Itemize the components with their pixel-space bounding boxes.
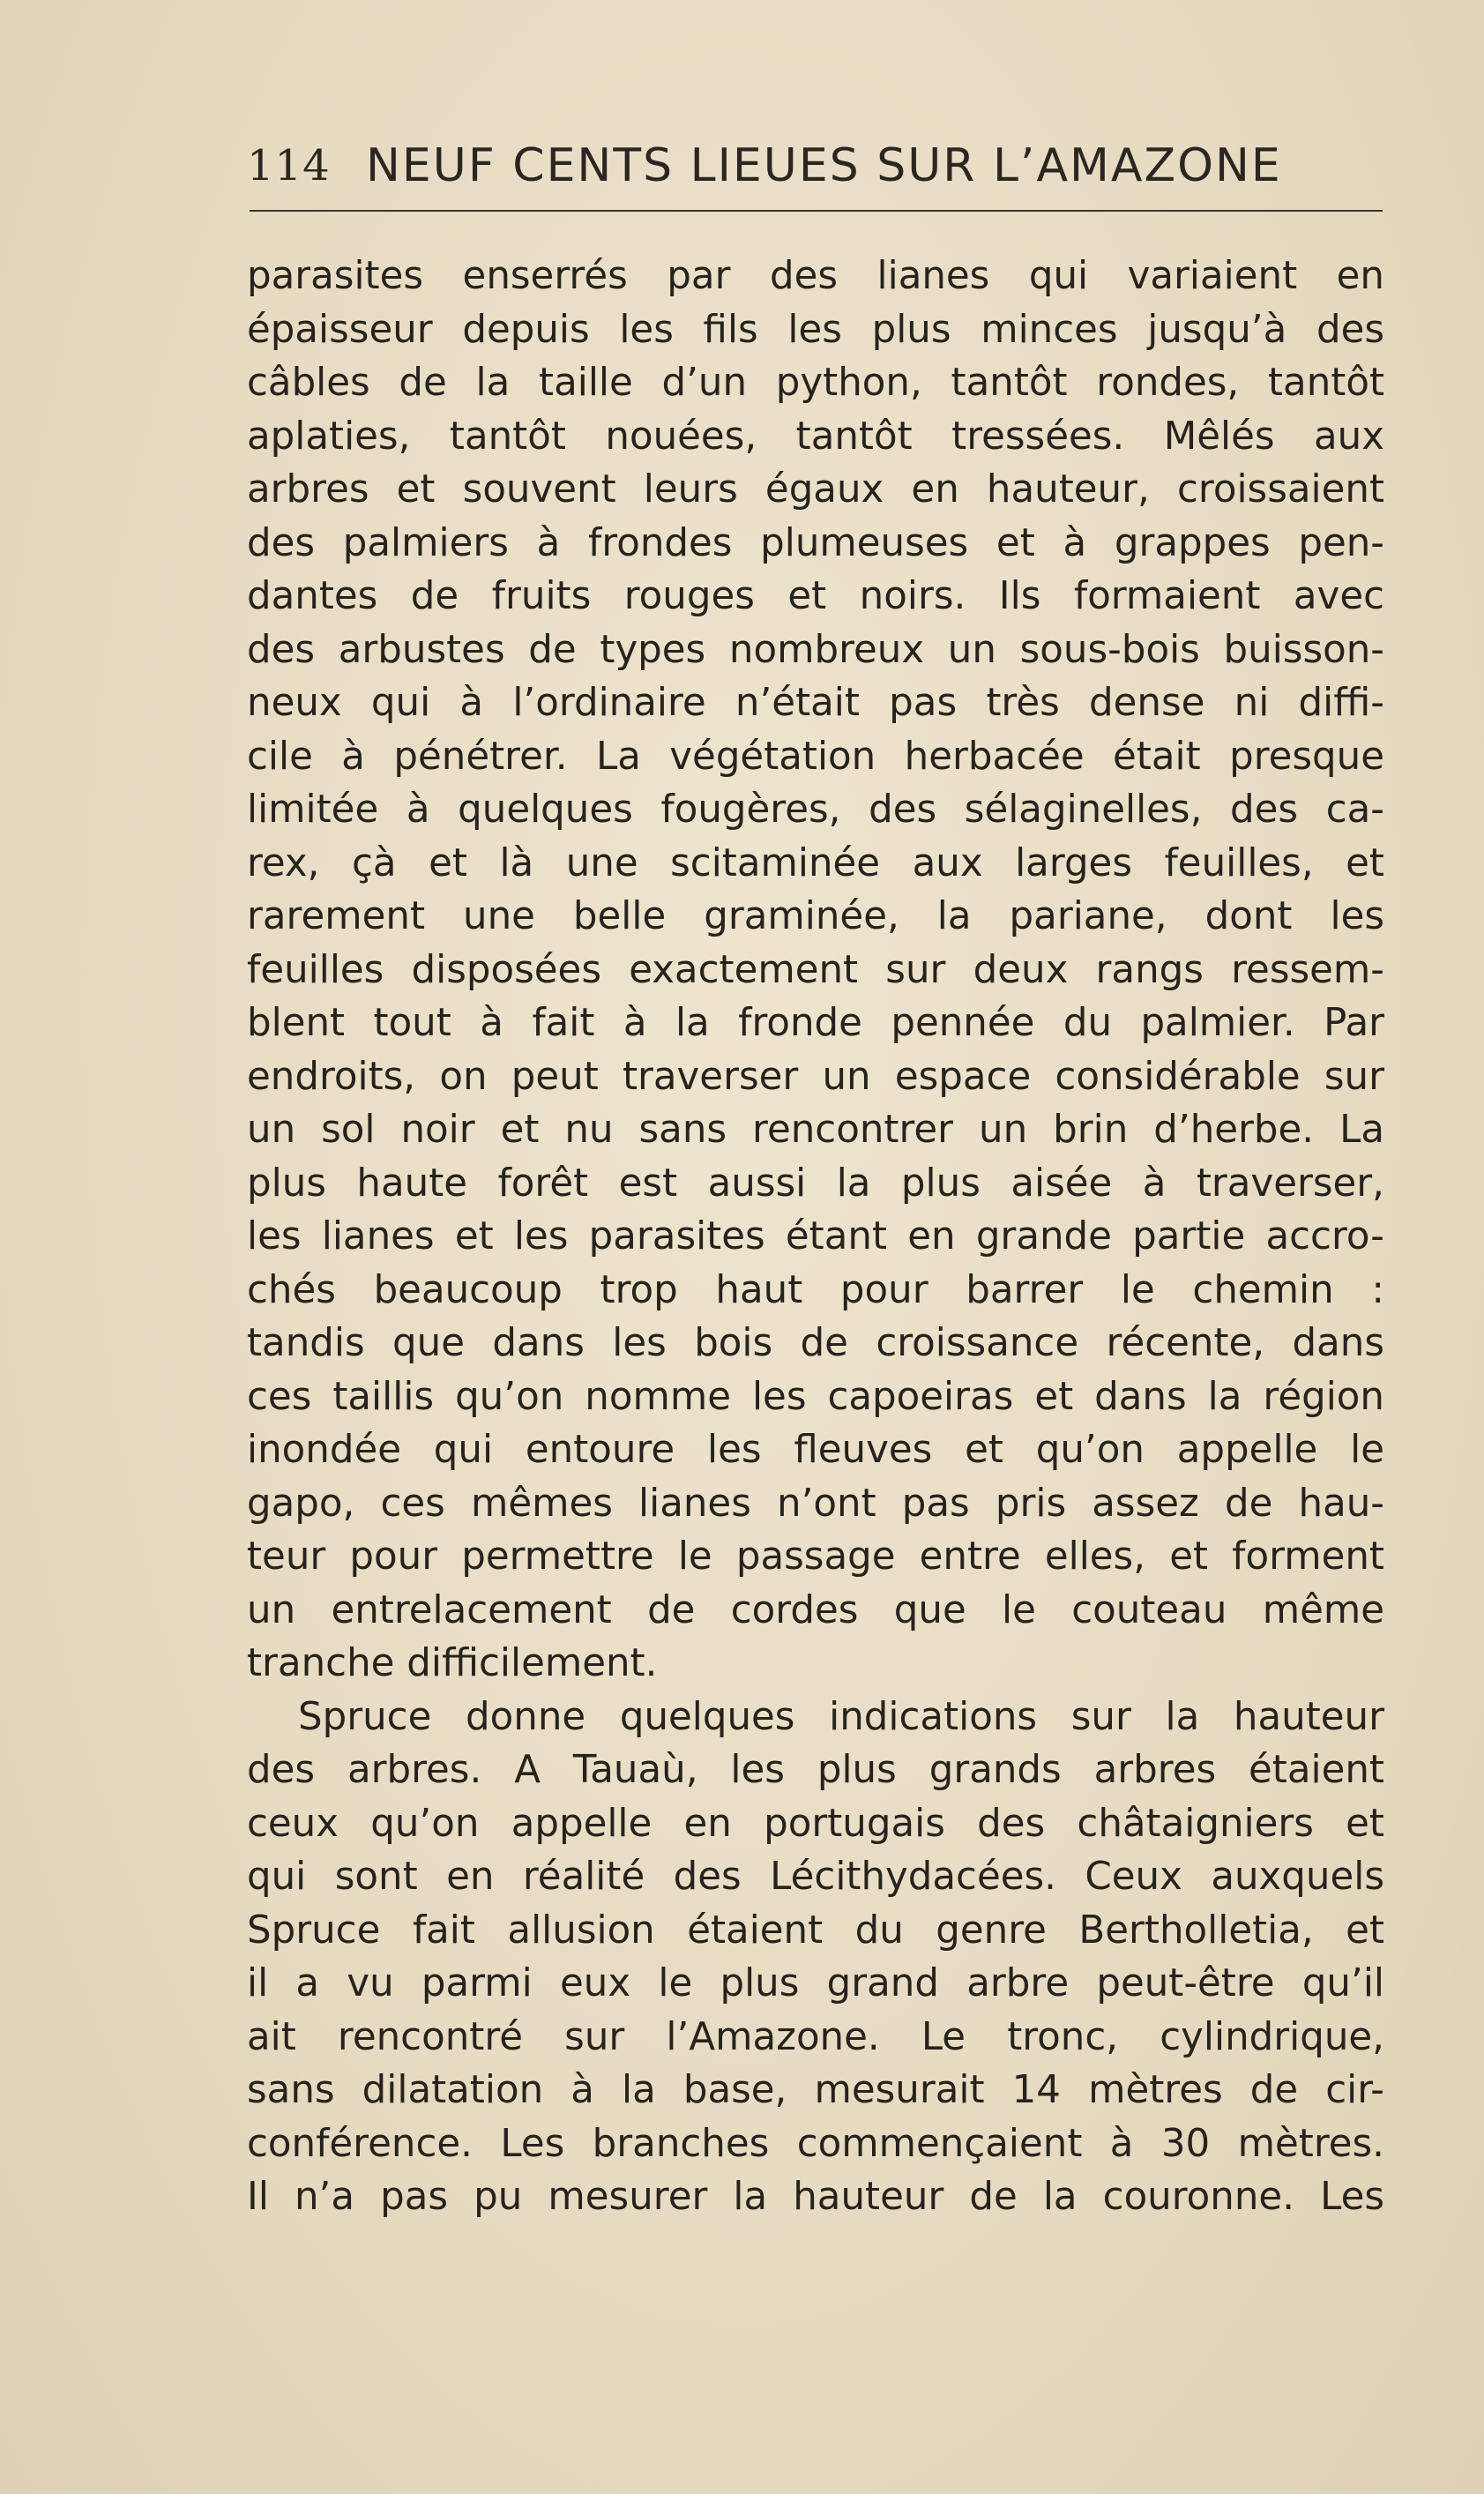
text-line: épaisseur depuis les fils les plus minces jusqu’à des	[247, 307, 1384, 352]
text-line: rex, çà et là une scitaminée aux larges feuilles, et	[247, 840, 1384, 885]
text-line: parasites enserrés par des lianes qui variaient en	[247, 254, 1384, 298]
text-line: ces taillis qu’on nomme les capoeiras et dans la région	[247, 1374, 1384, 1419]
page-header	[247, 134, 1384, 205]
text-line: conférence. Les branches commençaient à 30 mètres.	[247, 2121, 1384, 2166]
text-line: feuilles disposées exactement sur deux rangs ressem-	[247, 947, 1384, 992]
text-line: ceux qu’on appelle en portugais des châtaigniers et	[247, 1801, 1384, 1846]
text-line: câbles de la taille d’un python, tantôt rondes, tantôt	[247, 361, 1384, 405]
text-line: teur pour permettre le passage entre elles, et forment	[247, 1534, 1384, 1579]
text-line: ait rencontré sur l’Amazone. Le tronc, cylindrique,	[247, 2014, 1384, 2059]
text-line: plus haute forêt est aussi la plus aisée à traverser,	[247, 1161, 1384, 1206]
text-line: rarement une belle graminée, la pariane, dont les	[247, 894, 1384, 938]
text-line: sans dilatation à la base, mesurait 14 mètres de cir-	[247, 2068, 1384, 2112]
text-line: aplaties, tantôt nouées, tantôt tressées. Mêlés aux	[247, 414, 1384, 459]
text-line: inondée qui entoure les fleuves et qu’on appelle le	[247, 1428, 1384, 1472]
text-line: les lianes et les parasites étant en grande partie accro-	[247, 1214, 1384, 1258]
text-line: blent tout à fait à la fronde pennée du palmier. Par	[247, 1001, 1384, 1045]
text-line: il a vu parmi eux le plus grand arbre peut-être qu’il	[247, 1961, 1384, 2005]
text-line: Il n’a pas pu mesurer la hauteur de la couronne. Les	[247, 2175, 1384, 2219]
text-line: gapo, ces mêmes lianes n’ont pas pris assez de hau-	[247, 1481, 1384, 1526]
text-line: un entrelacement de cordes que le couteau même	[247, 1587, 1384, 1632]
text-line: limitée à quelques fougères, des sélaginelles, des ca-	[247, 788, 1384, 832]
text-line: des arbustes de types nombreux un sous-bois buisson-	[247, 627, 1384, 672]
text-line: un sol noir et nu sans rencontrer un brin d’herbe. La	[247, 1108, 1384, 1152]
text-line: neux qui à l’ordinaire n’était pas très dense ni diffi-	[247, 681, 1384, 725]
text-line: cile à pénétrer. La végétation herbacée était presque	[247, 734, 1384, 779]
text-line: arbres et souvent leurs égaux en hauteur, croissaient	[247, 467, 1384, 511]
text-line: qui sont en réalité des Lécithydacées. Ceux auxquels	[247, 1855, 1384, 1899]
page-number: 114	[247, 141, 331, 190]
text-line: Spruce donne quelques indications sur la hauteur	[298, 1694, 1384, 1739]
text-line: endroits, on peut traverser un espace considérable sur	[247, 1054, 1384, 1099]
text-line: dantes de fruits rouges et noirs. Ils formaient avec	[247, 574, 1384, 618]
text-line: des palmiers à frondes plumeuses et à grappes pen-	[247, 520, 1384, 565]
text-line: chés beaucoup trop haut pour barrer le chemin :	[247, 1267, 1384, 1312]
body-text	[247, 250, 1384, 2224]
text-line: tandis que dans les bois de croissance récente, dans	[247, 1321, 1384, 1365]
text-line: Spruce fait allusion étaient du genre Bertholletia, et	[247, 1908, 1384, 1953]
running-title: NEUF CENTS LIEUES SUR L’AMAZONE	[366, 139, 1282, 192]
text-line: des arbres. A Tauaù, les plus grands arbres étaient	[247, 1748, 1384, 1792]
text-line: tranche difficilement.	[247, 1641, 658, 1685]
header-rule	[250, 210, 1383, 212]
